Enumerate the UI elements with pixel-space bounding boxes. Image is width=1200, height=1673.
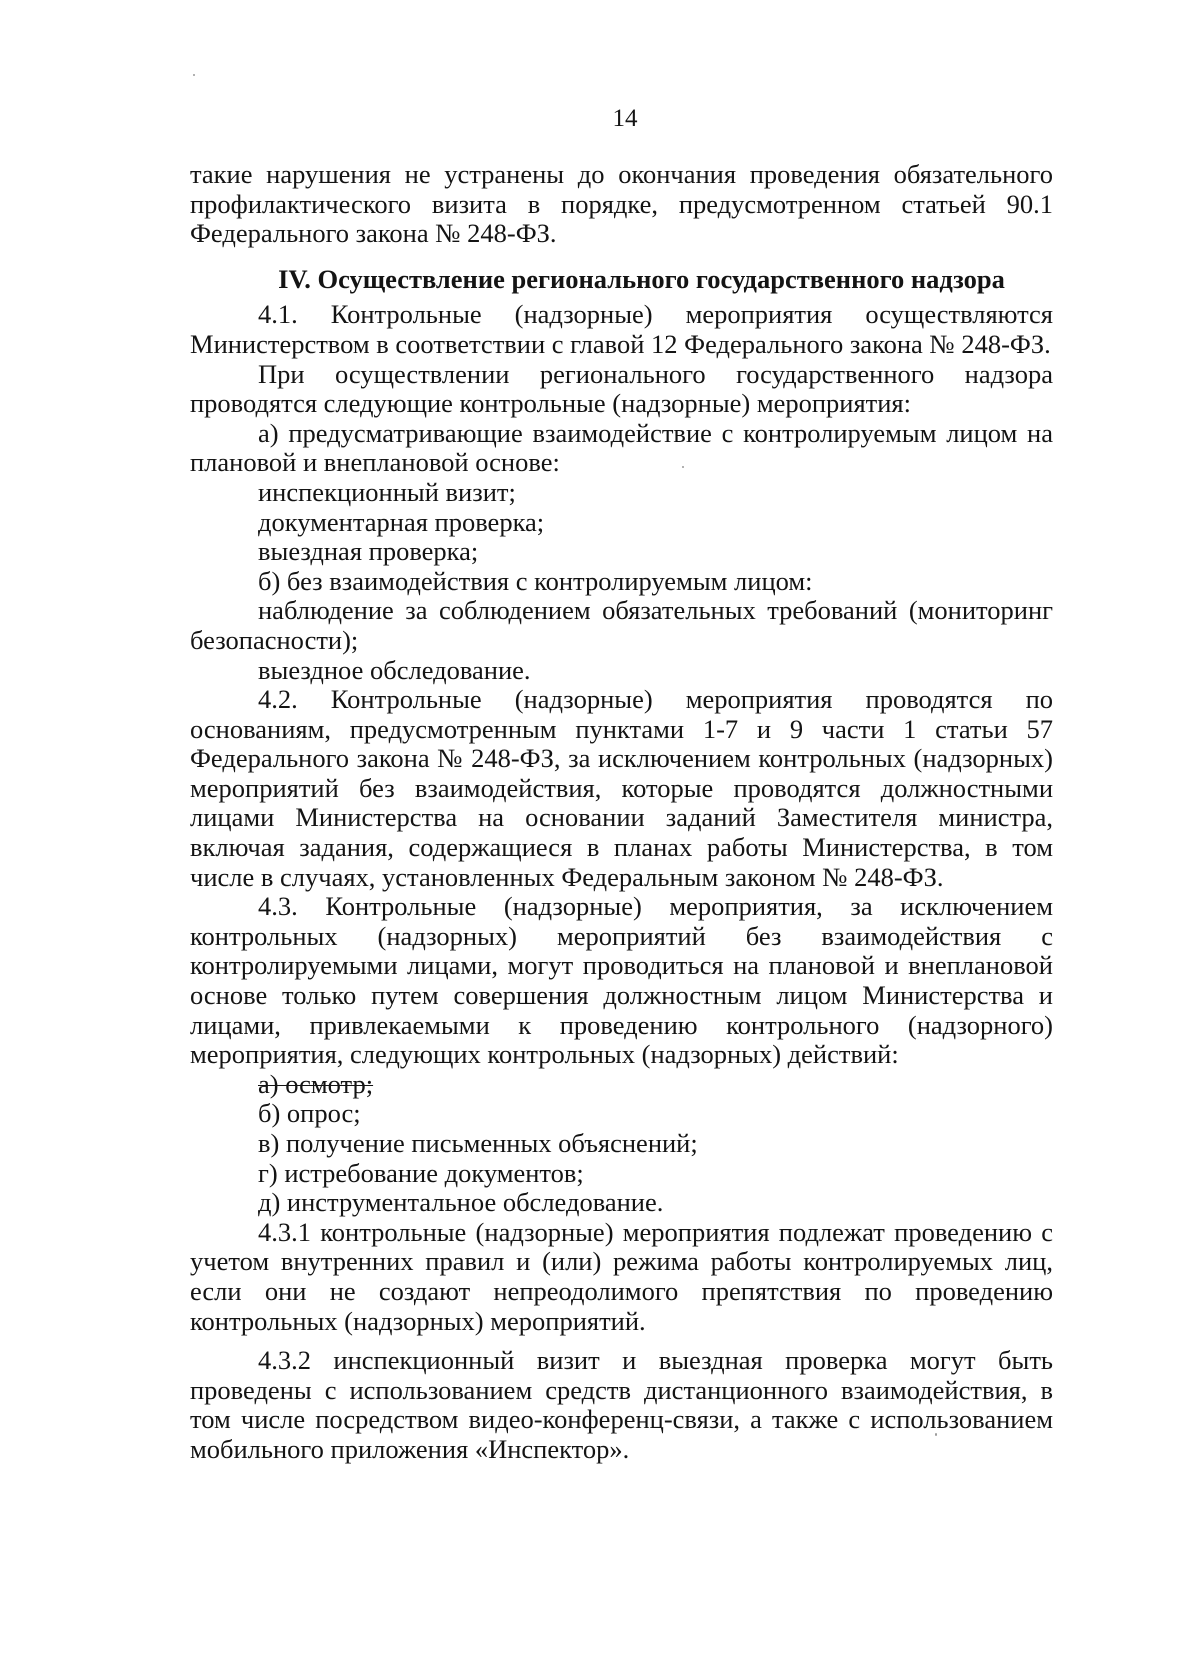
paragraph-b-monitoring: наблюдение за соблюдением обязательных требований (мониторинг безопасности); bbox=[190, 595, 1053, 655]
page-number: 14 bbox=[612, 105, 638, 132]
paragraph-4-3: 4.3. Контрольные (надзорные) мероприятия, за исключением контрольных (надзорных) мероприятий без взаимодействия с контролируемыми лицами, могут проводиться на плановой и внеплановой основе только путем совершения должностным лицом Министерства и лицами, привлекаемыми к проведению контрольного (надзорного) мероприятия, следующих контрольных (надзорных) действий: bbox=[190, 891, 1053, 1070]
document-body bbox=[190, 160, 1053, 1465]
paragraph-b-survey: выездное обследование. bbox=[258, 654, 531, 685]
scan-speck bbox=[193, 74, 195, 76]
paragraph-4-2: 4.2. Контрольные (надзорные) мероприятия проводятся по основаниям, предусмотренным пунктами 1-7 и 9 части 1 статьи 57 Федерального закона № 248-ФЗ, за исключением контрольных (надзорных) мероприятий без взаимодействия, которые проводятся должностными лицами Министерства на основании заданий Заместителя министра, включая задания, содержащиеся в планах работы Министерства, в том числе в случаях, установленных Федеральным законом № 248-ФЗ. bbox=[190, 684, 1053, 892]
continuation-paragraph: такие нарушения не устранены до окончания проведения обязательного профилактического визита в порядке, предусмотренном статьей 90.1 Федерального закона № 248-ФЗ. bbox=[190, 159, 1053, 249]
paragraph-b: б) без взаимодействия с контролируемым лицом: bbox=[258, 565, 813, 596]
list-item: б) опрос; bbox=[258, 1098, 361, 1129]
paragraph-4-3-2: 4.3.2 инспекционный визит и выездная проверка могут быть проведены с использованием средств дистанционного взаимодействия, в том числе посредством видео-конференц-связи, а также с использованием мобильного приложения «Инспектор». bbox=[190, 1345, 1053, 1464]
list-item: инспекционный визит; bbox=[258, 476, 516, 507]
struck-text: а) осмотр; bbox=[258, 1068, 374, 1099]
list-item: выездная проверка; bbox=[258, 536, 479, 567]
list-item: г) истребование документов; bbox=[258, 1157, 584, 1188]
list-item: документарная проверка; bbox=[258, 506, 545, 537]
paragraph-a: а) предусматривающие взаимодействие с контролируемым лицом на плановой и внеплановой основе: bbox=[190, 417, 1053, 478]
paragraph-4-3-1: 4.3.1 контрольные (надзорные) мероприятия подлежат проведению с учетом внутренних правил и (или) режима работы контролируемых лиц, если они не создают непреодолимого препятствия по проведению контрольных (надзорных) мероприятий. bbox=[190, 1216, 1053, 1336]
paragraph-intro: При осуществлении регионального государственного надзора проводятся следующие контрольные (надзорные) мероприятия: bbox=[190, 358, 1053, 419]
list-item: д) инструментальное обследование. bbox=[258, 1187, 664, 1218]
list-item: в) получение письменных объяснений; bbox=[258, 1128, 698, 1158]
list-item bbox=[190, 1070, 1053, 1100]
section-heading: IV. Осуществление регионального государственного надзора bbox=[278, 263, 1005, 294]
paragraph-4-1: 4.1. Контрольные (надзорные) мероприятия осуществляются Министерством в соответствии с главой 12 Федерального закона № 248-ФЗ. bbox=[190, 299, 1053, 359]
